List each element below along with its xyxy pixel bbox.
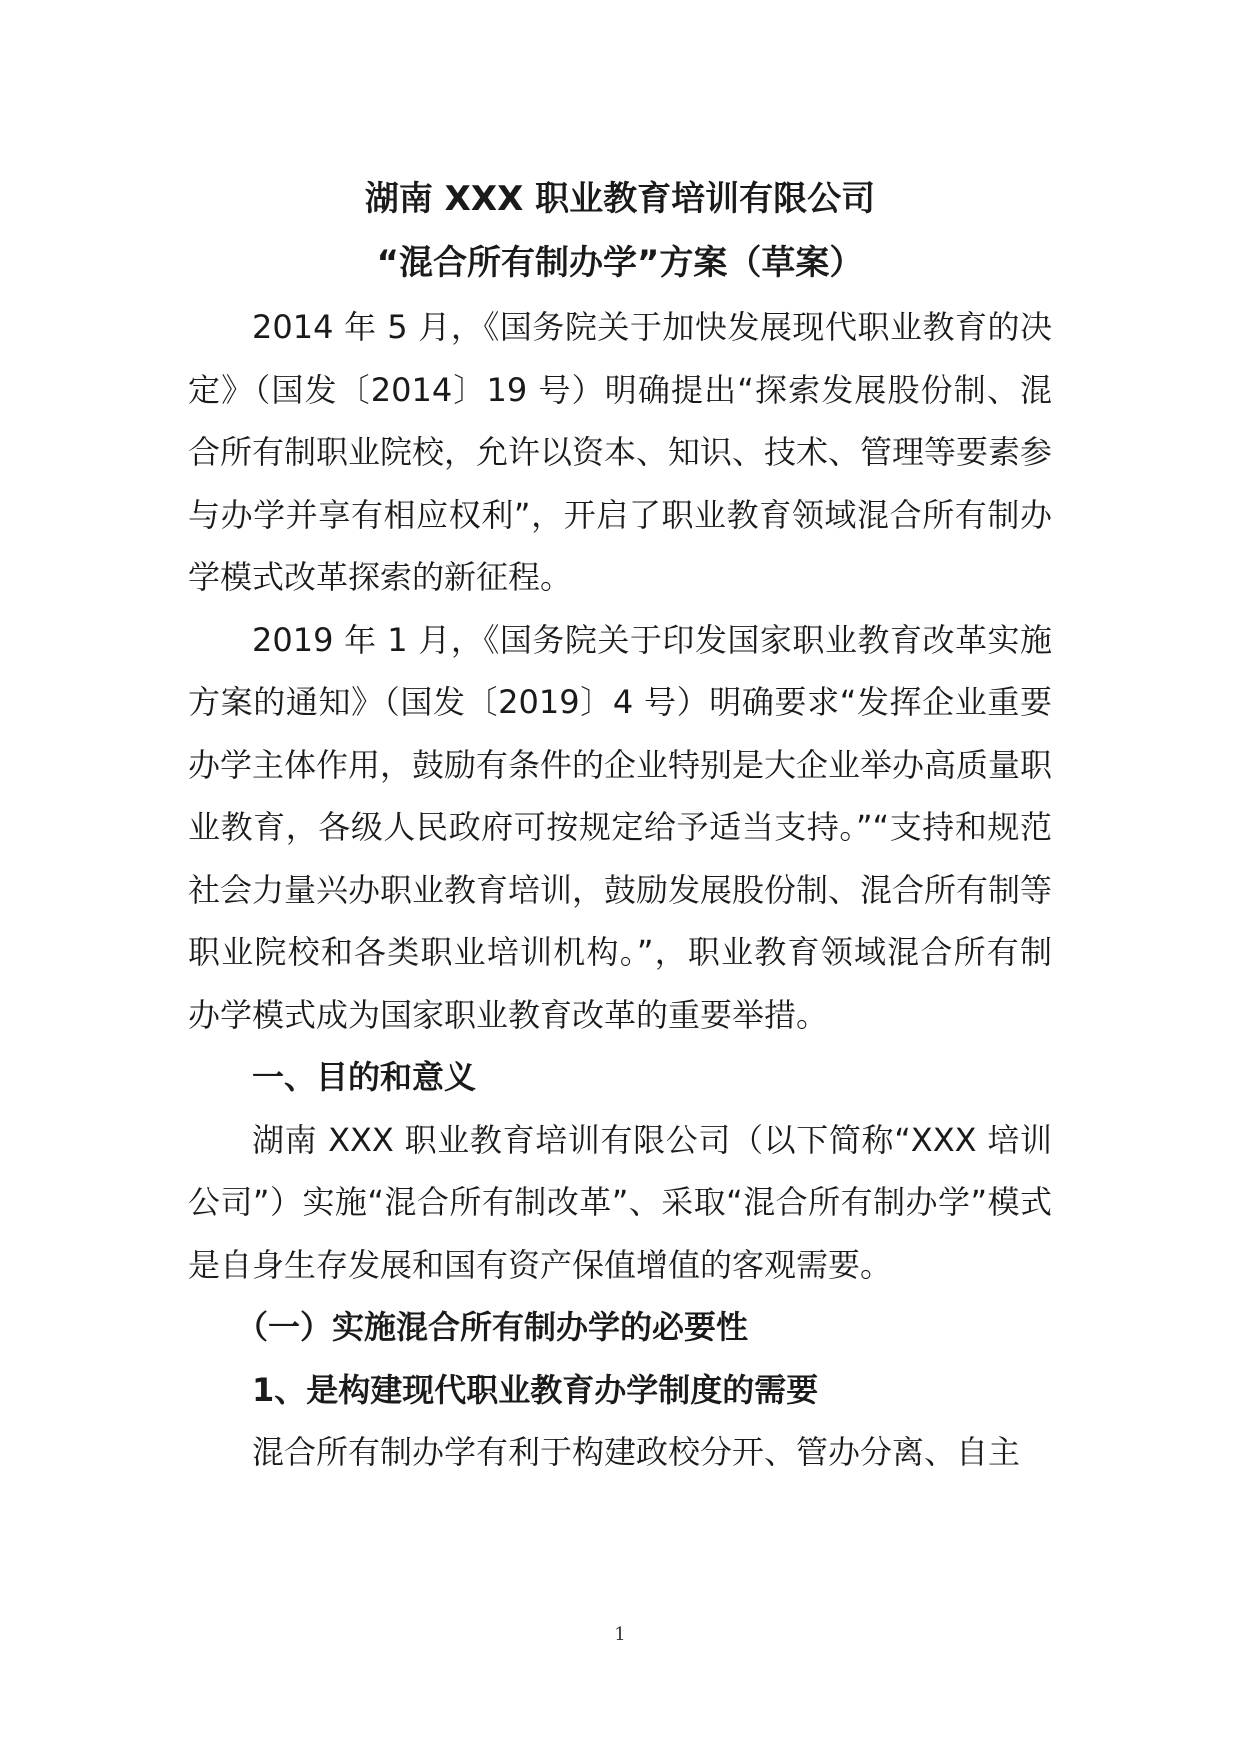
paragraph-2019-notice: 2019 年 1 月，《国务院关于印发国家职业教育改革实施方案的通知》（国发〔2019〕4 号）明确要求“发挥企业重要办学主体作用，鼓励有条件的企业特别是大企业举办高质量职业教育，各级人民政府可按规定给予适当支持。”“支持和规范社会力量兴办职业教育培训，鼓励发展股份制、混合所有制等职业院校和各类职业培训机构。”，职业教育领域混合所有制办学模式成为国家职业教育改革的重要举措。 — [188, 620, 1053, 1034]
document-body — [188, 296, 1052, 1484]
item-heading-modern-system: 1、是构建现代职业教育办学制度的需要 — [252, 1370, 819, 1409]
document-title-line-1: 湖南 XXX 职业教育培训有限公司 — [364, 179, 876, 219]
subsection-heading-necessity: （一）实施混合所有制办学的必要性 — [236, 1308, 749, 1346]
paragraph-purpose: 湖南 XXX 职业教育培训有限公司（以下简称“XXX 培训公司”）实施“混合所有制改革”、采取“混合所有制办学”模式是自身生存发展和国有资产保值增值的客观需要。 — [188, 1120, 1052, 1284]
page-number: 1 — [614, 1624, 626, 1645]
paragraph-2014-decision: 2014 年 5 月，《国务院关于加快发展现代职业教育的决定》（国发〔2014〕19 号）明确提出“探索发展股份制、混合所有制职业院校，允许以资本、知识、技术、管理等要素参与办学并享有相应权利”，开启了职业教育领域混合所有制办学模式改革探索的新征程。 — [188, 308, 1053, 596]
section-heading-purpose: 一、目的和意义 — [252, 1058, 477, 1096]
paragraph-modern-system: 混合所有制办学有利于构建政校分开、管办分离、自主 — [252, 1433, 1021, 1471]
document-title-line-2: “混合所有制办学”方案（草案） — [376, 243, 864, 283]
